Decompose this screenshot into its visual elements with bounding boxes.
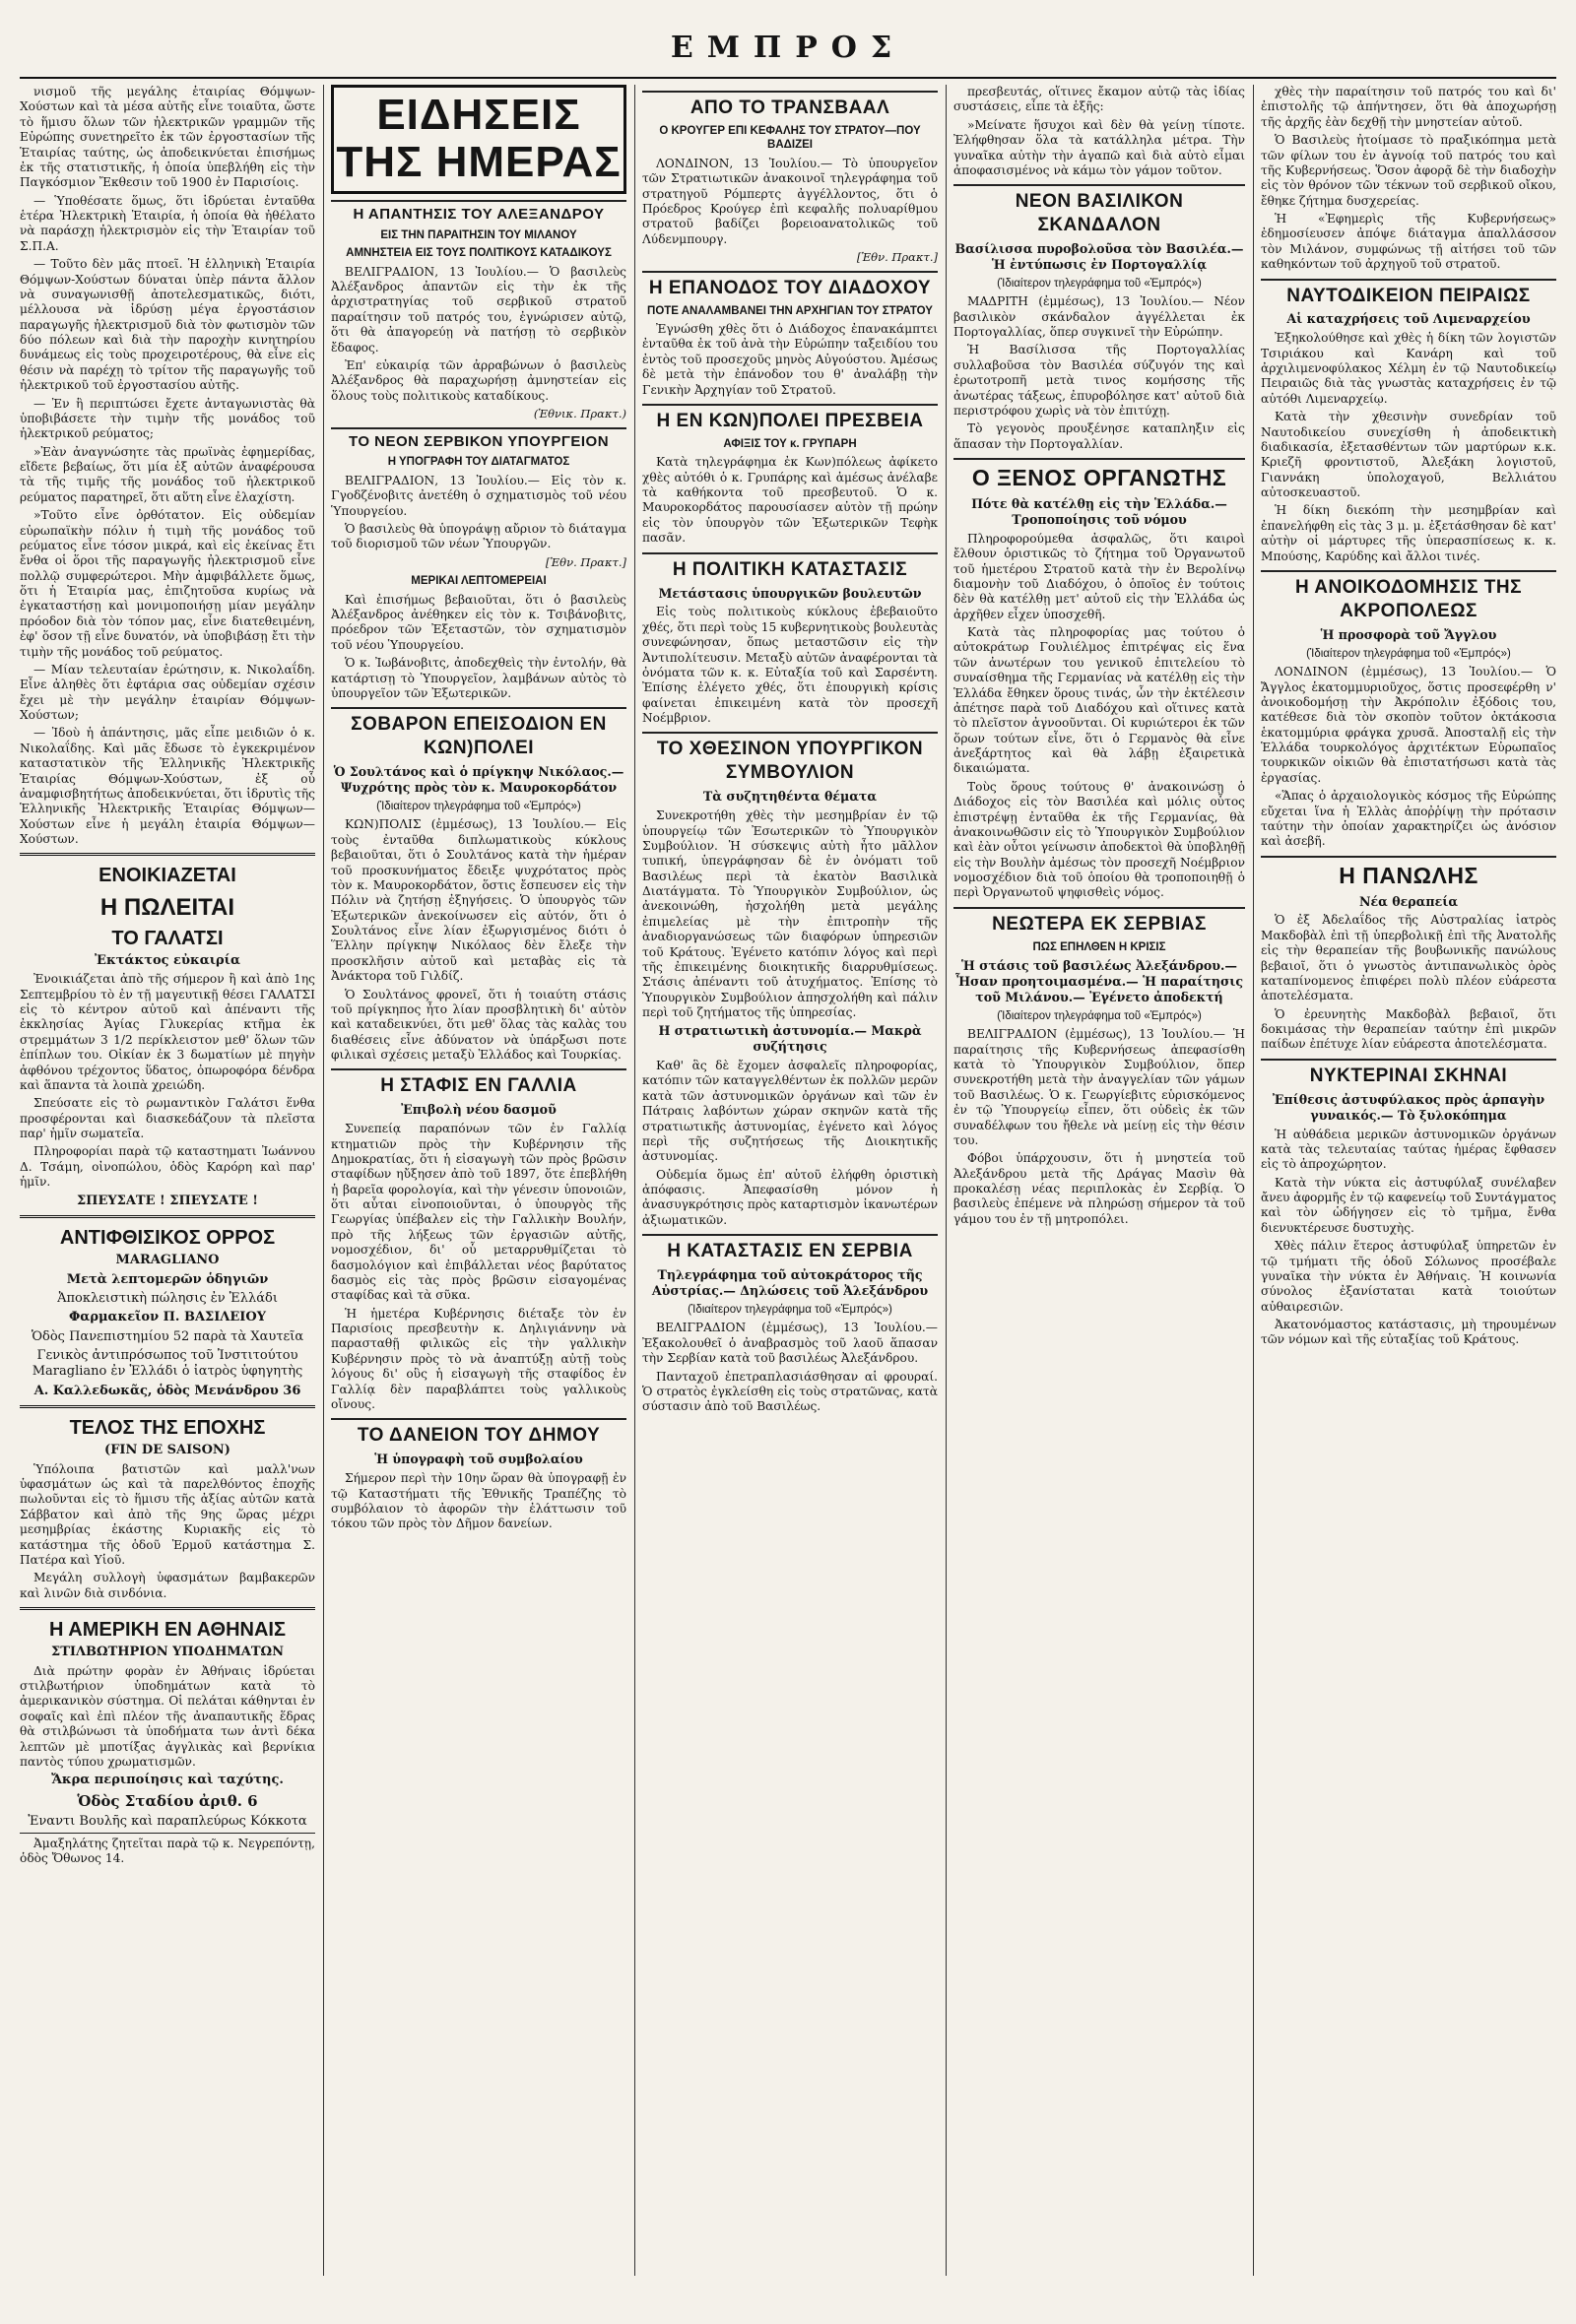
lead-line: Ἐπίθεσις ἀστυφύλακος πρὸς ἁρπαγὴν γυναικός.— Τὸ ξυλοκόπημα [1272, 1091, 1545, 1123]
paragraph: Τὸ γεγονὸς προυξένησε καταπληξιν εἰς ἅπασαν τὴν Πορτογαλλίαν. [953, 421, 1245, 451]
headline: Η ΕΝ ΚΩΝ)ΠΟΛΕΙ ΠΡΕΣΒΕΙΑ [642, 404, 938, 433]
paragraph: ΒΕΛΙΓΡΑΔΙΟΝ (ἐμμέσως), 13 Ἰουλίου.— Ἐξακολουθεῖ ὁ ἀναβρασμὸς τοῦ λαοῦ ἅπασαν τὴν Σερβίαν κατὰ τοῦ βασιλέως Ἀλεξάνδρου. [642, 1321, 938, 1366]
column-rule [323, 85, 324, 2276]
paragraph: Καθ' ἃς δὲ ἔχομεν ἀσφαλεῖς πληροφορίας, κατόπιν τῶν καταγγελθέντων ἐκ πολλῶν μερῶν κατὰ τῶν ἀστυνομικῶν ὀργάνων καὶ τῶν ἐν Πάτραις λαβόντων χώραν σκηνῶν κατὰ τῆς στρατιωτικῆς ἀστυνομίας, ἐγένετο καὶ λόγος περὶ τῆς συζητήσεως τῆς Διοικητικῆς ἀστυνομίας. [642, 1059, 938, 1164]
lead-line: Ἡ στάσις τοῦ βασιλέως Ἀλεξάνδρου.— Ἦσαν προητοιμασμένα.— Ἡ παραίτησις τοῦ Μιλάνου.— Ἐγένετο ἀποδεκτή [954, 958, 1244, 1004]
headline: Η ΕΠΑΝΟΔΟΣ ΤΟΥ ΔΙΑΔΟΧΟΥ [642, 271, 938, 300]
headline: Η ΣΤΑΦΙΣ ΕΝ ΓΑΛΛΙΑ [331, 1068, 626, 1098]
column-3 [642, 85, 938, 2276]
paragraph: Ἐγνώσθη χθὲς ὅτι ὁ Διάδοχος ἐπανακάμπτει ἐνταῦθα ἐκ τοῦ ἀνὰ τὴν Εὐρώπην ταξειδίου του ἐντὸς τοῦ προσεχοῦς μηνὸς Αὐγούστου. Ἀμέσως δὲ μετὰ τὴν ἐπάνοδον του θ' ἀναλάβῃ τὴν Γενικὴν Ἀρχηγίαν τοῦ Στρατοῦ. [642, 322, 938, 397]
ad-body: Μεγάλη συλλογὴ ὑφασμάτων βαμβακερῶν καὶ λινῶν διὰ σινδόνια. [20, 1571, 315, 1600]
ad-subtitle: Ἐκτάκτος εὐκαιρία [95, 952, 240, 968]
paragraph: — Τοῦτο δὲν μᾶς πτοεῖ. Ἡ ἑλληνικὴ Ἑταιρία Θόμψων-Χούστων δύναται ὑπὲρ πάντα ἄλλον νὰ συναγωνισθῇ ἀποτελεσματικῶς, διότι, μέλλουσα νὰ ἱδρύσῃ μέγα ἐργοστάσιον παραγωγῆς ἠλεκτρισμοῦ διὰ τὸν φωτισμὸν τῶν δύο πόλεων καὶ διὰ τὴν παροχὴν κινητηρίου δυνάμεως εἰς τοὺς προχειροτέρους, θὰ εἶνε εἰς θέσιν νὰ παρέχῃ τὸ τρίτον τῆς παραγωγῆς τοῦ ἠλεκτρικοῦ τοῦ ἐργοστασίου αὐτῆς. [20, 257, 315, 393]
paragraph: Ὁ ἐρευνητὴς Μακδοβὰλ βεβαιοῖ, ὅτι δοκιμάσας τὴν θεραπείαν ταύτην ἐπὶ μικρῶν παίδων ἐπέτυχε λίαν εὐάρεστα ἀποτελέσματα. [1261, 1006, 1556, 1052]
source-credit: (Ἰδιαίτερον τηλεγράφημα τοῦ «Ἐμπρός») [688, 1303, 892, 1316]
source-credit: (Ἰδιαίτερον τηλεγράφημα τοῦ «Ἐμπρός») [1306, 647, 1511, 660]
headline: ΝΕΟΝ ΒΑΣΙΛΙΚΟΝ ΣΚΑΝΔΑΛΟΝ [953, 184, 1245, 237]
paragraph: — Ὑποθέσατε ὅμως, ὅτι ἱδρύεται ἐνταῦθα ἑτέρα Ἠλεκτρικὴ Ἑταιρία, ἡ ὁποία θὰ ἠθέλατο νὰ παράσχῃ ἠλεκτρισμὸν εἰς τὴν Ἑταιρίαν τοῦ Σ.Π.Α. [20, 193, 315, 253]
headline: Η ΠΟΛΙΤΙΚΗ ΚΑΤΑΣΤΑΣΙΣ [642, 552, 938, 582]
paragraph: Ἡ «Ἐφημερὶς τῆς Κυβερνήσεως» ἐδημοσίευσεν ἀπόψε διάταγμα ἀπαλλάσσον τὸν Μιλάνον, συμφώνως τῇ αἰτήσει τοῦ τῶν καθηκόντων τοῦ ἀρχηγοῦ τοῦ στρατοῦ. [1261, 212, 1556, 272]
ad-title: ΑΝΤΙΦΘΙΣΙΚΟΣ ΟΡΡΟΣ [59, 1226, 276, 1249]
headline: Η ΚΑΤΑΣΤΑΣΙΣ ΕΝ ΣΕΡΒΙΑ [642, 1234, 938, 1263]
paragraph: — Μίαν τελευταίαν ἐρώτησιν, κ. Νικολαΐδη. Εἶνε ἀληθὲς ὅτι ἐφτάρια σας οὐδεμίαν σχέσιν ἔχει μὲ τὴν μεγάλην ἑταιρίαν Θόμψων-Χούστων; [20, 662, 315, 722]
paragraph: »Τοῦτο εἶνε ὀρθότατον. Εἰς οὐδεμίαν εὐρωπαϊκὴν πόλιν ἡ τιμὴ τῆς μονάδος τοῦ ρεύματος εἶνε τόσον μικρά, καὶ εἰς ἐκείνας ἔτι ἔνθα οἱ ὅροι τῆς παραγωγῆς ἠλεκτρισμοῦ εἶνε πολλῷ συμφερώτεροι. Μὴν ἀμφιβάλλετε ὅμως, ὅτι ἡ Ἑταιρία μας, ἐπιζητοῦσα κυρίως νὰ ἐγκαταστήσῃ καὶ μονιμοποιήσῃ μίαν μεγάλην πρόοδον διὰ τὸν τόπον μας, εἶνε διατεθειμένη, ἐφ' ὅσον τῇ εἶνε δυνατόν, νὰ ὑποβιβάσῃ ἔτι τὴν τιμὴν τῆς μονάδος τοῦ ρεύματος. [20, 508, 315, 659]
lead-line: Ὁ Σουλτάνος καὶ ὁ πρίγκηψ Νικόλαος.— Ψυχρότης πρὸς τὸν κ. Μαυροκορδάτον [333, 764, 624, 796]
subheadline: ΠΟΤΕ ΑΝΑΛΑΜΒΑΝΕΙ ΤΗΝ ΑΡΧΗΓΙΑΝ ΤΟΥ ΣΤΡΑΤΟΥ [647, 304, 933, 317]
ad-season-end [20, 1405, 315, 1601]
paragraph: Εἰς τοὺς πολιτικοὺς κύκλους ἐβεβαιοῦτο χθές, ὅτι περὶ τοὺς 15 κυβερνητικοὺς βουλευτὰς συνεφώνησαν, ὅπως μεταστῶσιν εἰς τὴν Ἀντιπολίτευσιν. Μεταξὺ αὐτῶν ἀναφέρονται τὰ ὀνόματα τῶν κ. κ. Εὐταξία τοῦ καὶ Σαρσέντη. Ἐπίσης ἐλέγετο χθές, ὅτι ἐπουργικὴ κρίσις φαίνεται ἐπικειμένη κατὰ τὸν προσεχῆ Νοέμβριον. [642, 605, 938, 726]
lead-line: Πότε θὰ κατέλθῃ εἰς τὴν Ἑλλάδα.— Τροποποίησις τοῦ νόμου [971, 496, 1227, 527]
paragraph: — Ἐν ἣ περιπτώσει ἔχετε ἀνταγωνιστὰς θὰ ὑποβιβάσετε τὴν τιμὴν τῆς μονάδος τοῦ ἠλεκτρικοῦ ρεύματος; [20, 396, 315, 441]
column-4 [953, 85, 1245, 2276]
headline: Η ΑΠΑΝΤΗΣΙΣ ΤΟΥ ΑΛΕΞΑΝΔΡΟΥ [331, 200, 626, 225]
subheadline: Η ΥΠΟΓΡΑΦΗ ΤΟΥ ΔΙΑΤΑΓΜΑΤΟΣ [387, 456, 570, 469]
paragraph: Οὐδεμία ὅμως ἐπ' αὐτοῦ ἐλήφθη ὁριστικὴ ἀπόφασις. Ἀπεφασίσθη μόνον ἡ ἀνασυγκρότησις πρὸς καταρτισμὸν ἱκανωτέρων ἀξιωματικῶν. [642, 1167, 938, 1227]
paragraph: Ἡ αὐθάδεια μερικῶν ἀστυνομικῶν ὀργάνων κατὰ τὰς τελευταίας ταύτας ἡμέρας ἔφθασεν εἰς τὸ ἀπροχώρητον. [1261, 1127, 1556, 1172]
subheadline: ΑΦΙΞΙΣ ΤΟΥ κ. ΓΡΥΠΑΡΗ [723, 437, 857, 450]
paragraph: Ἡ δίκη διεκόπη τὴν μεσημβρίαν καὶ ἐπανελήφθη εἰς τὰς 3 μ. μ. ἐξετάσθησαν δὲ κατ' αὐτὴν οἱ μάρτυρες τῆς ὑπερασπίσεως κ. κ. Μπούσης, Καρύδης καὶ ἄλλοι τινές. [1261, 503, 1556, 563]
paragraph: ΛΟΝΔΙΝΟΝ (ἐμμέσως), 13 Ἰουλίου.— Ὁ Ἄγγλος ἑκατομμυριοῦχος, ὅστις προσεφέρθη ν' ἀνοικοδομήσῃ τὴν Ἀκρόπολιν ἐξόδοις του, κατέθεσε διὰ τὸν σκοπὸν τοῦτον ὀκτάκοσια ἑκατομμύρια φράγκα χρυσᾶ. Ἀποσταλῇ εἰς τὴν Ἑλλάδα τουρκολόγος ἀρχιτέκτων Εὐρωπαῖος τουρκικῶν οἰκιῶν θὰ ἐπιστατήσωσι κατὰ τὰς ἐργασίας. [1261, 665, 1556, 785]
paragraph: χθὲς τὴν παραίτησιν τοῦ πατρός του καὶ δι' ἐπιστολῆς τῷ ἀπήντησεν, ὅτι θὰ ἀποχωρήσῃ τῆς ἀρχῆς ἐὰν δεχθῇ τὴν μνηστείαν αὐτοῦ. [1261, 85, 1556, 129]
paragraph: Κατὰ τὴν νύκτα εἰς ἀστυφύλαξ συνέλαβεν ἄνευ ἀφορμῆς ἐν τῷ καφενείῳ τοῦ Συντάγματος καὶ τὸν ὡδήγησεν εἰς τὸ τμῆμα, ἔνθα διενυκτέρευσε δυστυχὴς. [1261, 1175, 1556, 1235]
ad-galatsi [20, 853, 315, 1209]
headline: Η ΑΝΟΙΚΟΔΟΜΗΣΙΣ ΤΗΣ ΑΚΡΟΠΟΛΕΩΣ [1261, 570, 1556, 623]
ad-subtitle: MARAGLIANO [115, 1253, 220, 1268]
lead-line: Τηλεγράφημα τοῦ αὐτοκράτορος τῆς Αὐστρίας.— Δηλώσεις τοῦ Ἀλεξάνδρου [651, 1267, 929, 1299]
paragraph: Ὁ Σουλτάνος φρονεῖ, ὅτι ἡ τοιαύτη στάσις τοῦ πρίγκηπος ἦτο λίαν προσβλητικὴ δι' αὐτὸν καὶ καταδεικνύει, ὅτι μεθ' ὅλας τὰς καλὰς του διαθέσεις εἶνε ἀδύνατον νὰ ὑπάρξωσι ποτε φιλικαὶ σχέσεις μεταξὺ Ἑλλάδος καὶ Τουρκίας. [331, 987, 626, 1063]
masthead-title: ΕΜΠΡΟΣ [670, 31, 906, 65]
paragraph: νισμοῦ τῆς μεγάλης ἑταιρίας Θόμψων-Χούστων καὶ τὰ μέσα αὐτῆς εἶνε τοιαῦτα, ὥστε τὸ ἥμισυ ὅλων τῶν ἠλεκτρικῶν γραμμῶν τῆς Εὐρώπης συνετηρεῖτο ἐκ τῶν ἐργοστασίων τῆς Ἑταιρίας ταύτης, ὡς ἀποδεικνύεται ἐπισήμως ἐκ τῆς στατιστικῆς, ἡ ὁποία ὑπεβλήθη εἰς τὴν Παγκόσμιον Ἔκθεσιν τοῦ 1900 ἐν Παρισίοις. [20, 85, 315, 190]
paragraph: Ἐξηκολούθησε καὶ χθὲς ἡ δίκη τῶν λογιστῶν Τσιριάκου καὶ Κανάρη καὶ τοῦ ἀρχιλιμενοφύλακος Χέλμη ἐν τῷ Ναυτοδικείῳ Πειραιῶς διὰ τὰς γνωστὰς καταχρήσεις ἐν τῷ αὐτόθι Λιμεναρχείῳ. [1261, 331, 1556, 406]
ad-info: Πληροφορίαι παρὰ τῷ καταστηματι Ἰωάννου Δ. Τσάμη, οἰνοπώλου, ὁδὸς Καρόρη καὶ παρ' ἡμῖν. [20, 1144, 315, 1190]
column-5 [1261, 85, 1556, 2276]
paragraph: Χθὲς πάλιν ἕτερος ἀστυφύλαξ ὑπηρετῶν ἐν τῷ τμήματι τῆς ὁδοῦ Σόλωνος προσέβαλε γυναῖκα τὴν νύκτα ἐν Ἀθήναις. Ἡ κοινωνία σύνολος ἐξανίσταται κατὰ τοιούτων αὐθαιρεσιῶν. [1261, 1239, 1556, 1314]
column-rule [946, 85, 947, 2276]
source-credit: [Ἐθν. Πρακτ.] [545, 554, 626, 569]
ad-body: Διὰ πρώτην φορὰν ἐν Ἀθήναις ἱδρύεται στιλβωτήριον ὑποδημάτων κατὰ τὸ ἀμερικανικὸν σύστημα. Οἱ πελάται κάθηνται ἐν σοφαῖς καὶ ἐπὶ πλέον τῆς ἀναπαυτικῆς ἕδρας θὰ στιλβώνωσι τὰ ὑποδήματα των ἀντὶ δέκα λεπτῶν μὲ μποτίξας ἀγγλικὰς καὶ βερνίκια παντὸς τύπου χρωματισμῶν. [20, 1663, 315, 1769]
paragraph: Ὁ ἐξ Ἀδελαΐδος τῆς Αὐστραλίας ἰατρὸς Μακδοβὰλ ἐπὶ τῇ ὑπερβολικῇ ἐπὶ τῆς Ἀνατολῆς εἰς τὴν θεραπείαν τῆς βουβωνικῆς πανώλους βεβαιοῖ, ὅτι ὁ γνωστὸς ἀντιπανωλικὸς ὀρὸς καταπίνομενος ἐπιφέρει πολὺ πλέον εὐάρεστα ἀποτελέσματα. [1261, 913, 1556, 1003]
subheadline: ΠΩΣ ΕΠΗΛΘΕΝ Η ΚΡΙΣΙΣ [1032, 940, 1166, 953]
headline: ΑΠΟ ΤΟ ΤΡΑΝΣΒΑΑΛ [642, 91, 938, 120]
ad-address: Ἐναντι Βουλῆς καὶ παραπλεύρως Κόκκοτα [28, 1813, 307, 1829]
column-2 [331, 85, 626, 2276]
ad-title: ΕΝΟΙΚΙΑΖΕΤΑΙ [98, 865, 236, 887]
paragraph: Ὁ βασιλεὺς θὰ ὑπογράψῃ αὔριον τὸ διάταγμα τοῦ διορισμοῦ τῶν νέων Ὑπουργῶν. [331, 522, 626, 551]
column-rule [634, 85, 635, 2276]
subheadline: ΑΜΝΗΣΤΕΙΑ ΕΙΣ ΤΟΥΣ ΠΟΛΙΤΙΚΟΥΣ ΚΑΤΑΔΙΚΟΥΣ [346, 247, 612, 260]
paragraph: Κατὰ τηλεγράφημα ἐκ Κων)πόλεως ἀφίκετο χθὲς αὐτόθι ὁ κ. Γρυπάρης καὶ ἀμέσως ἀνέλαβε τὰ καθήκοντα τοῦ πρεσβευτοῦ. Ὁ κ. Μαυροκορδάτος παρουσίασεν αὐτὸν τῇ πρώην εἰς τὸν ὑπουργὸν τῶν Ἐξωτερικῶν Τεφὴκ πασᾶν. [642, 455, 938, 546]
subheadline: Ο ΚΡΟΥΓΕΡ ΕΠΙ ΚΕΦΑΛΗΣ ΤΟΥ ΣΤΡΑΤΟΥ—ΠΟΥ ΒΑΔΙΖΕΙ [659, 124, 921, 152]
lead-line: Ἐπιβολὴ νέου δασμοῦ [401, 1102, 557, 1118]
headline: ΤΟ ΔΑΝΕΙΟΝ ΤΟΥ ΔΗΜΟΥ [331, 1418, 626, 1448]
paragraph: — Ἰδοὺ ἡ ἀπάντησις, μᾶς εἶπε μειδιῶν ὁ κ. Νικολαΐδης. Καὶ μᾶς ἔδωσε τὸ ἐγκεκριμένον καταστατικὸν τῆς Ἑλληνικῆς Ἠλεκτρικῆς Ἑταιρίας Θόμψων-Χούστων, ἐξ οὗ ἀναμφισβητήτως ἀποδεικνύεται, ὅτι ἱδρυτὶς τῆς Ἑλληνικῆς Ἠλεκτρικῆς Ἑταιρίας Θόμψων—Χούστων εἶνε ἡ μεγάλη ἑταιρία Θόμψων—Χούστων. [20, 726, 315, 846]
paragraph: Φόβοι ὑπάρχουσιν, ὅτι ἡ μνηστεία τοῦ Ἀλεξάνδρου μετὰ τῆς Δράγας Μασὶν θὰ προκαλέσῃ νέας περιπλοκὰς ἐν Σερβίᾳ. Ὁ βασιλεὺς ἐπέμενε νὰ πληρώσῃ σήμερον τὰ τοῦ γάμου του ἐν τῇ μητροπόλει. [953, 1151, 1245, 1226]
ad-title: Η ΠΩΛΕΙΤΑΙ [99, 893, 235, 921]
paragraph: Ὁ Βασιλεὺς ἠτοίμασε τὸ πραξικόπημα μετὰ τῶν φίλων του ἐν ἀγνοίᾳ τοῦ πατρός του καὶ τῆς Κυβερνήσεως. Ὅσον ἀφορᾷ δὲ τὴν διαδοχὴν εἰς τὸν θρόνον τῶν τέκνων τοῦ σερβικοῦ οἴκου, ἔθηκε ζήτημα δυσχερείας. [1261, 133, 1556, 208]
ad-classified: Ἀμαξηλάτης ζητεῖται παρὰ τῷ κ. Νεγρεπόντῃ, ὁδὸς Ὄθωνος 14. [20, 1833, 315, 1867]
ad-body: Σπεύσατε εἰς τὸ ρωμαντικὸν Γαλάτσι ἕνθα προσφέρονται καὶ διασκεδάζουν τὰ πλεῖστα παρ' ἡμῖν σωματεῖα. [20, 1096, 315, 1141]
paragraph: Ἡ Βασίλισσα τῆς Πορτογαλλίας συλλαβοῦσα τὸν Βασιλέα σύζυγόν της καὶ ἐρωτοτροπῆ μετὰ τινος κομήσσης τῆς ἀνωτέρας τάξεως, ἐπυροβόλησε κατ' αὐτοῦ διὰ περιστρόφου χωρὶς νὰ τὸν ἐπιτύχῃ. [953, 343, 1245, 418]
lead-line: Αἱ καταχρήσεις τοῦ Λιμεναρχείου [1286, 311, 1531, 327]
ad-line: Ὁδὸς Πανεπιστημίου 52 παρὰ τὰ Χαυτεῖα [31, 1328, 304, 1344]
ad-title: ΤΟ ΓΑΛΑΤΣΙ [111, 927, 224, 949]
ad-title: Η ΑΜΕΡΙΚΗ ΕΝ ΑΘΗΝΑΙΣ [49, 1619, 286, 1642]
column-1 [20, 85, 315, 2276]
headline: Ο ΞΕΝΟΣ ΟΡΓΑΝΩΤΗΣ [953, 458, 1245, 492]
paragraph: Σήμερον περὶ τὴν 10ην ὥραν θὰ ὑπογραφῇ ἐν τῷ Καταστήματι τῆς Ἐθνικῆς Τραπέζης τὸ συμβόλαιον τὸ ἀφορῶν τὴν ἐλάττωσιν τοῦ τόκου τῶν πρὸς τὸν Δῆμον δανείων. [331, 1471, 626, 1531]
paragraph: Ἐπ' εὐκαιρίᾳ τῶν ἀρραβώνων ὁ βασιλεὺς Ἀλέξανδρος θὰ παραχωρήσῃ ἀμνηστείαν εἰς ὅλους τοὺς πολιτικοὺς καταδίκους. [331, 357, 626, 403]
masthead [20, 20, 1556, 79]
headline: ΝΑΥΤΟΔΙΚΕΙΟΝ ΠΕΙΡΑΙΩΣ [1261, 279, 1556, 308]
paragraph: Κατὰ τὴν χθεσινὴν συνεδρίαν τοῦ Ναυτοδικείου συνεχίσθη ἡ ἀποδεικτικὴ διαδικασία, ἐξετασθέντων τῶν μαρτύρων κ.κ. Κριεζῆ φροντιστοῦ, Ἀλεξάκη λογιστοῦ, Γιαννάκη ὑπολοχαγοῦ, Βελλιάτου αὐτοσκευαστοῦ. [1261, 410, 1556, 500]
ad-info: Ἄκρα περιποίησις καὶ ταχύτης. [51, 1773, 284, 1788]
ad-america [20, 1607, 315, 1867]
ad-body: Ὑπόλοιπα βατιστῶν καὶ μαλλ'νων ὑφασμάτων ὡς καὶ τὰ παρελθόντος ἐποχῆς πωλοῦνται εἰς τὸ ἥμισυ τῆς ἀξίας αὐτῶν κατὰ Σάββατον καὶ ἀπὸ τῆς 9ης ὥρας μέχρι μεσημβρίας ἑκάστης Κυριακῆς εἰς τὸ κατάστημα τῆς ὁδοῦ Ἑρμοῦ κατάστημα Σ. Πατέρα καὶ Υἱοῦ. [20, 1461, 315, 1567]
lead-line: Η στρατιωτικὴ ἀστυνομία.— Μακρὰ συζήτησις [658, 1023, 922, 1055]
source-credit: [Ἐθν. Πρακτ.] [856, 250, 938, 265]
newspaper-page [20, 20, 1556, 2285]
ad-title: ΤΕΛΟΣ ΤΗΣ ΕΠΟΧΗΣ [69, 1417, 266, 1440]
lead-line: Βασίλισσα πυροβολοῦσα τὸν Βασιλέα.— Ἡ ἐντύπωσις ἐν Πορτογαλλίᾳ [954, 241, 1244, 272]
paragraph: ΜΑΔΡΙΤΗ (ἐμμέσως), 13 Ἰουλίου.— Νέον βασιλικὸν σκάνδαλον ἀγγέλλεται ἐκ Πορτογαλλίας, ὅπερ συγκινεῖ τὴν Εὐρώπην. [953, 294, 1245, 340]
paragraph: Ὁ κ. Ἰωβάνοβιτς, ἀποδεχθεὶς τὴν ἐντολήν, θὰ κατάρτισῃ τὸ Ὑπουργεῖον, λαμβάνων αὐτὸς τὸ ὑπουργεῖον τῶν Ἐξωτερικῶν. [331, 656, 626, 700]
ad-cta: ΣΠΕΥΣΑΤΕ ! ΣΠΕΥΣΑΤΕ ! [76, 1193, 259, 1208]
paragraph: Συνεκροτήθη χθὲς τὴν μεσημβρίαν ἐν τῷ ὑπουργείῳ τῶν Ἐσωτερικῶν τὸ Ὑπουργικὸν Συμβούλιον. Ἡ σύσκεψις αὐτὴ ἦτο μᾶλλον τυπική, ὑπεγράφησαν δὲ ἐν ὀνόματι τοῦ Βασιλέως περὶ τὰ ἑκατὸν Βασιλικὰ Διατάγματα. Τὸ Ὑπουργικὸν Συμβούλιον, ὡς ἀνεκοινώθη, ἠσχολήθη μετὰ μεγάλης ἐπιμελείας μὲ τὴν ἐπιτροπὴν τῆς ἀναδιοργανώσεως τῶν διαφόρων ὑπηρεσιῶν τοῦ Κράτους. Ἐγένετο κατόπιν λόγος καὶ περὶ τῆς ἐπικειμένης διοικητικῆς διαρρυθμίσεως. Στάσις ἀπέναντι τοῦ ἀτυχήματος. Ἐπίσης τὸ Ὑπουργικὸν Συμβούλιον ἀπησχολήθη καὶ πάλιν περὶ τοῦ ζητήματος τῆς ὑπηρεσίας. [642, 808, 938, 1020]
ad-line: Α. Καλλεδωκᾶς, ὁδὸς Μενάνδρου 36 [33, 1383, 301, 1398]
ad-subtitle: ΣΤΙΛΒΩΤΗΡΙΟΝ ΥΠΟΔΗΜΑΤΩΝ [51, 1645, 284, 1660]
ad-address: Ὁδὸς Σταδίου ἀριθ. 6 [77, 1791, 258, 1810]
section-banner: ΕΙΔΗΣΕΙΣ ΤΗΣ ΗΜΕΡΑΣ [331, 85, 626, 194]
lead-line: Τὰ συζητηθέντα θέματα [702, 789, 878, 805]
ad-serum [20, 1215, 315, 1399]
paragraph: Ἀκατονόμαστος κατάστασις, μὴ τηρουμένων τῶν νόμων καὶ τῆς εὐταξίας τοῦ Κράτους. [1261, 1318, 1556, 1347]
paragraph: «Ἅπας ὁ ἀρχαιολογικὸς κόσμος τῆς Εὐρώπης εὔχεται ἵνα ἡ Ἑλλὰς ἀποῤῥίψῃ τὴν πρότασιν ταύτην τὴν ὁποίαν χαρακτηρίζει ὡς ἀνόσιον καὶ ἀσεβῆ. [1261, 789, 1556, 849]
headline: ΤΟ ΧΘΕΣΙΝΟΝ ΥΠΟΥΡΓΙΚΟΝ ΣΥΜΒΟΥΛΙΟΝ [642, 732, 938, 785]
source-credit: (Ἐθνικ. Πρακτ.) [533, 407, 626, 421]
headline: ΝΕΩΤΕΡΑ ΕΚ ΣΕΡΒΙΑΣ [953, 907, 1245, 936]
paragraph: Πανταχοῦ ἐπετραπλασιάσθησαν αἱ φρουραί. Ὁ στρατὸς ἐγκλείσθη εἰς τοὺς στρατῶνας, κατὰ σύστασιν ἀπὸ τοῦ Βασιλέως. [642, 1369, 938, 1414]
lead-line: Μετάστασις ὑπουργικῶν βουλευτῶν [658, 585, 922, 601]
lead-line: Ἡ προσφορὰ τοῦ Ἄγγλου [1320, 626, 1497, 642]
lead-line: Ἡ ὑπογραφὴ τοῦ συμβολαίου [374, 1452, 583, 1467]
paragraph: ΒΕΛΙΓΡΑΔΙΟΝ (ἐμμέσως), 13 Ἰουλίου.— Ἡ παραίτησις τῆς Κυβερνήσεως ἀπεφασίσθη κατὰ τὸ Ὑπουργικὸν Συμβούλιον, ὅπερ συνεκροτήθη μετὰ τὴν ἀναγγελίαν τῶν γάμων τοῦ Βασιλέως. Ὁ κ. Γεωργίεβιτς εὑρισκόμενος ἐν τῷ Ὑπουργείῳ εἶπεν, ὅτι οὐδεὶς ἐκ τῶν συναδέλφων του ἤθελε νὰ μείνῃ εἰς τὴν θέσιν του. [953, 1027, 1245, 1147]
lead-line: Νέα θεραπεία [1358, 893, 1459, 909]
paragraph: »Ἐὰν ἀναγνώσητε τὰς πρωϊνὰς ἐφημερίδας, εἴδετε βεβαίως, ὅτι μία ἐξ αὐτῶν ἀναφέρουσα τὰ τῆς τιμῆς τῆς μονάδος τοῦ ἠλεκτρικοῦ ρεύματος παρατηρεῖ, ὅτι αὕτη εἶνε ἐλαχίστη. [20, 444, 315, 504]
headline: ΤΟ ΝΕΟΝ ΣΕΡΒΙΚΟΝ ΥΠΟΥΡΓΕΙΟΝ [331, 427, 626, 452]
paragraph: »Μείνατε ἥσυχοι καὶ δὲν θὰ γείνῃ τίποτε. Ἐλήφθησαν ὅλα τὰ κατάλληλα μέτρα. Τὴν γυναῖκα αὐτὴν τὴν ἀγαπῶ καὶ διὰ αὐτὸ εἶμαι ἀποφασισμένος νὰ κάμω τὸν γάμον τοῦτον. [953, 117, 1245, 177]
paragraph: ΛΟΝΔΙΝΟΝ, 13 Ἰουλίου.— Τὸ ὑπουργεῖον τῶν Στρατιωτικῶν ἀνακοινοῖ τηλεγράφημα τοῦ στρατηγοῦ Ρόμπερτς ἀγγέλλοντος, ὅτι ὁ Πρόεδρος Κρούγερ ἐπὶ κεφαλῆς πολυαρίθμου στρατοῦ βαδίζει βορειοανατολικῶς τοῦ Λύδενμπουργ. [642, 156, 938, 246]
subheadline: ΕΙΣ ΤΗΝ ΠΑΡΑΙΤΗΣΙΝ ΤΟΥ ΜΙΛΑΝΟΥ [380, 228, 577, 241]
subheadline: ΜΕΡΙΚΑΙ ΛΕΠΤΟΜΕΡΕΙΑΙ [411, 575, 547, 588]
paragraph: Πληροφορούμεθα ἀσφαλῶς, ὅτι καιροὶ ἔλθουν ὁριστικῶς τὸ ζήτημα τοῦ Ὀργανωτοῦ τοῦ ἡμετέρου Στρατοῦ κατὰ τὴν ἐν Βερολίνῳ διαμονὴν τοῦ Διαδόχου, ὁ ὁποῖος ἐν τούτοις δὲν θὰ κατέλθῃ μετ' αὐτοῦ εἰς τὴν Ἑλλάδα ὡς ἀρχῆθεν εἶχεν ὑποσχεθῆ. [953, 531, 1245, 621]
paragraph: ΒΕΛΙΓΡΑΔΙΟΝ, 13 Ἰουλίου.— Ὁ βασιλεὺς Ἀλέξανδρος ἀπαντῶν εἰς τὴν ἐκ τῆς ἀρχιστρατηγίας τοῦ σερβικοῦ στρατοῦ παραίτησιν τοῦ πατρός του, ἐγνώρισεν αὐτῷ, ὅτι θὰ ἀπαγορεύῃ νὰ πατήσῃ τὸ σερβικὸν ἔδαφος. [331, 264, 626, 355]
ad-subtitle: (FIN DE SAISON) [104, 1443, 230, 1458]
headline: ΣΟΒΑΡΟΝ ΕΠΕΙΣΟΔΙΟΝ ΕΝ ΚΩΝ)ΠΟΛΕΙ [331, 707, 626, 760]
source-credit: (Ἰδιαίτερον τηλεγράφημα τοῦ «Ἐμπρός») [997, 277, 1202, 290]
ad-line: Γενικὸς ἀντιπρόσωπος τοῦ Ἰνστιτούτου Maragliano ἐν Ἑλλάδι ὁ ἰατρὸς ὑφηγητὴς [32, 1348, 303, 1380]
paragraph: Καὶ ἐπισήμως βεβαιοῦται, ὅτι ὁ βασιλεὺς Ἀλέξανδρος ἀνέθηκεν εἰς τὸν κ. Τσιβάνοβιτς, πρόεδρον τῶν Ἐξεταστῶν, τὸν σχηματισμὸν τοῦ νέου Ὑπουργείου. [331, 592, 626, 652]
column-rule [1253, 85, 1254, 2276]
paragraph: Ἡ ἡμετέρα Κυβέρνησις διέταξε τὸν ἐν Παρισίοις πρεσβευτὴν κ. Δηλιγιάννην νὰ παρασταθῇ φιλικῶς εἰς τὴν γαλλικὴν Κυβέρνησιν πρὸς τὸ νὰ ἀναπτύξῃ αὐτῇ τοὺς λόγους δι' οὓς ἡ εἰσαγωγὴ τῆς σταφίδος ἐν Γαλλίᾳ δὲν παραβλάπτει τοὺς γαλλικοὺς οἴνους. [331, 1306, 626, 1411]
paragraph: Κατὰ τὰς πληροφορίας μας τούτου ὁ αὐτοκράτωρ Γουλιέλμος ἐπιτρέψας εἰς ἕνα τῶν ἀνωτέρων του γενικοῦ ἐπιτελείου τὸ συναίσθημα τῆς Γερμανίας νὰ κατέλθῃ εἰς τὴν Ἑλλάδα ἔθηκεν ὅρους τινάς, ὧν τὴν ἐκτέλεσιν ἀπέτησε παρὰ τοῦ Διαδόχου καὶ οἵτινες κατὰ τὸ πλεῖστον ἀγνοοῦνται. Οἱ κυριώτεροι ἐκ τῶν ὅρων τούτων εἶνε, ὅτι ὁ Γερμανὸς θὰ εἶνε ἀνεξάρτητος καὶ θὰ λάβῃ ἐξαιρετικὰ δικαιώματα. [953, 625, 1245, 776]
headline: Η ΠΑΝΩΛΗΣ [1261, 856, 1556, 890]
ad-line: Φαρμακεῖον Π. ΒΑΣΙΛΕΙΟΥ [68, 1310, 266, 1325]
paragraph: Συνεπείᾳ παραπόνων τῶν ἐν Γαλλίᾳ κτηματιῶν πρὸς τὴν Κυβέρνησιν τῆς Δημοκρατίας, ὅτι ἡ εἰσαγωγὴ τῶν πρὸς βρῶσιν σταφίδων ηὔξησεν ἀπὸ τοῦ 1897, ὅτε ἐπεβλήθη ἡ βαρεῖα φορολογία, καὶ τὴν γένεσιν ὑπονοιῶν, ὅτι αὗται εἰνοποιοῦνται, ὁ ὑπουργὸς τῆς Γεωργίας ὑπέβαλεν εἰς τὴν Γαλλικὴν Βουλήν, πρὸ τῆς λήξεως τῶν ἐργασιῶν αὐτῆς, νομοσχέδιον, δι' οὗ μεταρρυθμίζεται τὸ δασμολόγιον καὶ ἐπιβάλλεται νέος βαρύτατος δασμὸς εἰς τὰς πρὸς βρῶσιν εἰσαγομένας σταφίδας καὶ τὰ σῦκα. [331, 1122, 626, 1303]
ad-lead: Μετὰ λεπτομερῶν ὁδηγιῶν [66, 1271, 269, 1287]
headline: ΝΥΚΤΕΡΙΝΑΙ ΣΚΗΝΑΙ [1261, 1059, 1556, 1088]
paragraph: ΒΕΛΙΓΡΑΔΙΟΝ, 13 Ἰουλίου.— Εἰς τὸν κ. Γγοδζένοβιτς ἀνετέθη ὁ σχηματισμὸς τοῦ νέου Ὑπουργείου. [331, 473, 626, 518]
ad-line: Ἀποκλειστικὴ πώλησις ἐν Ἑλλάδι [57, 1290, 278, 1306]
ad-body: Ἐνοικιάζεται ἀπὸ τῆς σήμερον ἢ καὶ ἀπὸ 1ης Σεπτεμβρίου τὸ ἐν τῇ μαγευτικῇ θέσει ΓΑΛΑΤΣΙ εἰς τὸ κέντρον αὐτοῦ καὶ ἀπέναντι τῆς ἐκκλησίας Ἁγίας Γλυκερίας κτῆμα ἐκ στρεμμάτων 3 1/2 περίκλειστον μεθ' ὅλων τῶν ἐπίπλων του. Οἰκίαν ἐκ 3 δωματίων μὲ πηγὴν ἀφθόνου τρέχοντος ὕδατος, ὀπωροφόρα δένδρα καὶ ἅπαντα τὰ λοιπὰ χρειώδη. [20, 972, 315, 1092]
paragraph: ΚΩΝ)ΠΟΛΙΣ (ἐμμέσως), 13 Ἰουλίου.— Εἰς τοὺς ἐνταῦθα διπλωματικοὺς κύκλους βεβαιοῦται, ὅτι ὁ Σουλτάνος κατὰ τὴν ἡμέραν τοῦ προσκυνήματος ἔδειξε ψυχρότατος πρὸς τὸν κ. Μαυροκορδάτον, ὅστις ἔσπευσεν εἰς τὴν Πόλιν νὰ ζητήσῃ ἐξηγήσεις. Ὁ ὑπουργὸς τῶν Ἐξωτερικῶν ἀνεκοίνωσεν εἰς αὐτόν, ὅτι ὁ Σουλτάνος εἶνε λίαν ἐξωργισμένος διότι ὁ Ἕλλην πρίγκηψ Νικόλαος δὲν ἔλεξε τὴν προσκλῆσιν αὐτοῦ καὶ μεταβὰς εἰς τὰ Ἀνάκτορα τοῦ Γιλδίζ. [331, 817, 626, 984]
paragraph: Τοὺς ὅρους τούτους θ' ἀνακοινώσῃ ὁ Διάδοχος εἰς τὸν Βασιλέα καὶ μόλις οὗτος ἐπιστρέψῃ ἐνταῦθα ἐκ τῆς Γερμανίας, θὰ ἀνακοινωθῶσιν εἰς τὸ Ὑπουργικὸν Συμβούλιον καὶ ἐὰν οὗτοι γείνωσιν ἀποδεκτοὶ θὰ ὑποβληθῇ εἰς τὴν Βουλὴν ἀμέσως τὸν προσεχῆ Νοέμβριον νομοσχέδιον διὰ τοῦ ὁποίου θὰ τροποποιηθῇ ὁ περὶ Ὀργανωτοῦ ψηφισθεὶς νόμος. [953, 779, 1245, 900]
source-credit: (Ἰδιαίτερον τηλεγράφημα τοῦ «Ἐμπρός») [376, 800, 581, 812]
source-credit: (Ἰδιαίτερον τηλεγράφημα τοῦ «Ἐμπρός») [997, 1009, 1202, 1022]
paragraph: πρεσβευτάς, οἵτινες ἔκαμον αὐτῷ τὰς ἰδίας συστάσεις, εἶπε τὰ ἑξῆς: [953, 85, 1245, 114]
